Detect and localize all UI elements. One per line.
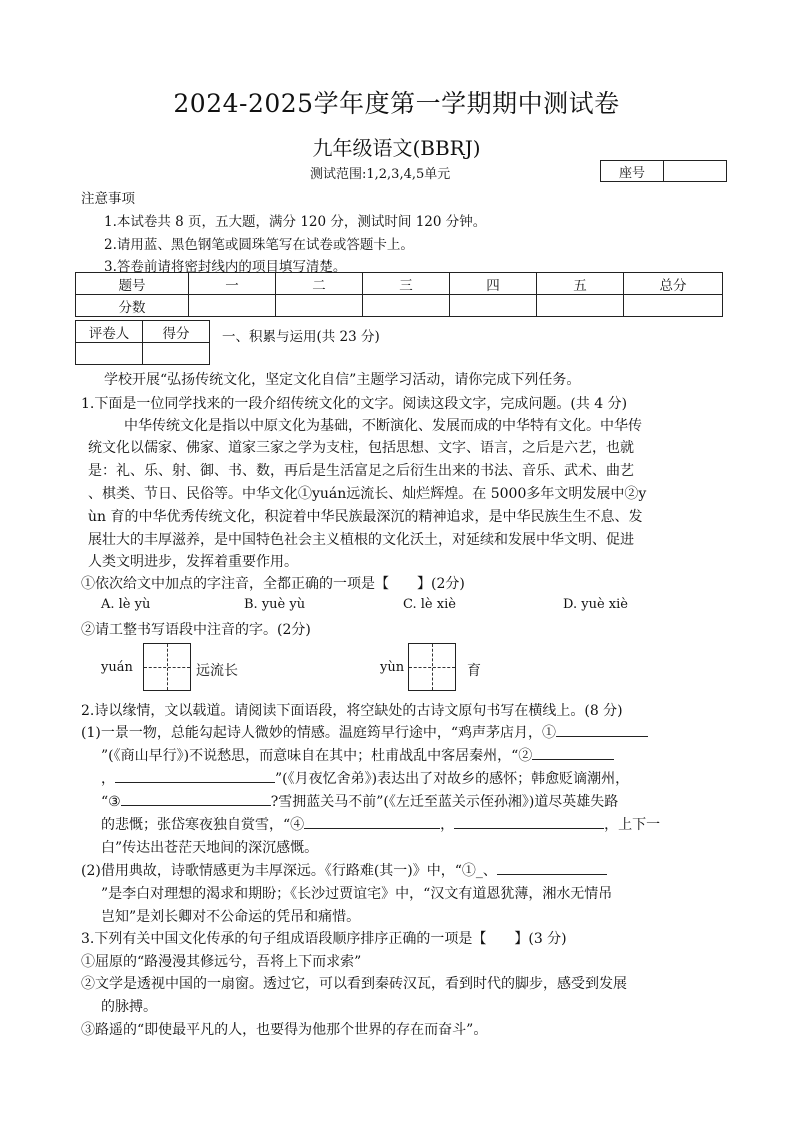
seat-number-field[interactable] [664, 161, 727, 182]
test-scope: 测试范围:1,2,3,4,5单元 [310, 167, 451, 182]
question-2-stem: 2.诗以缘情，文以载道。请阅读下面语段，将空缺处的古诗文原句书写在横线上。(8 分) [81, 703, 623, 719]
poem-text: ”是李白对理想的渴求和期盼；《长沙过贾谊宅》中，“汉文有道恩犹薄，湘水无情吊 [101, 886, 613, 902]
exam-subtitle: 九年级语文(BBRJ) [312, 136, 481, 160]
score-cell[interactable] [189, 295, 276, 317]
notes-item: 3.答卷前请将密封线内的项目填写清楚。 [104, 259, 347, 275]
grid-suffix-text: 育 [467, 663, 481, 679]
question-1-sub2: ②请工整书写语段中注音的字。(2分) [81, 622, 311, 638]
score-table-score-row [76, 295, 723, 317]
poem-text: ?雪拥蓝关马不前”(《左迁至蓝关示侄孙湘》)道尽英雄失路 [270, 794, 619, 810]
poem-text: ，上下一 [604, 817, 661, 833]
grade-field[interactable] [143, 343, 210, 365]
sentence-item: ③路遥的“即使最平凡的人，也要得为他那个世界的存在而奋斗”。 [81, 1022, 488, 1038]
poem-paragraph-line [101, 814, 660, 834]
answer-blank[interactable] [304, 814, 440, 829]
seat-number-box [600, 160, 727, 182]
poem-text: ， [440, 817, 455, 833]
seat-label: 座号 [601, 161, 664, 182]
notes-item: 1.本试卷共 8 页，五大题，满分 120 分，测试时间 120 分钟。 [104, 214, 487, 230]
poem-text: ”(《商山早行》)不说愁思，而意味自在其中；杜甫战乱中客居秦州，“② [101, 748, 533, 764]
poem-paragraph-line [101, 745, 614, 765]
poem-text: “③ [101, 794, 121, 810]
exam-title: 2024-2025学年度第一学期期中测试卷 [173, 89, 620, 118]
sentence-item: ②文学是透视中国的一扇窗。透过它，可以看到秦砖汉瓦，看到时代的脚步，感受到发展 [81, 976, 627, 992]
grader-table [75, 320, 210, 365]
score-header-cell: 总分 [624, 273, 723, 295]
score-cell[interactable] [450, 295, 537, 317]
poem-paragraph-line [81, 722, 648, 742]
option-b[interactable]: B. yuè yù [244, 597, 306, 612]
passage-line: ùn 育的中华优秀传统文化，积淀着中华民族最深沉的精神追求，是中华民族生生不息、发 [88, 509, 643, 525]
answer-blank[interactable] [454, 814, 604, 829]
answer-blank[interactable] [532, 745, 614, 760]
section-intro: 学校开展“弘扬传统文化，坚定文化自信”主题学习活动，请你完成下列任务。 [104, 372, 581, 388]
question-1-sub1: ①依次给文中加点的字注音，全都正确的一项是【 】(2分) [81, 576, 465, 592]
poem-text: 的悲慨；张岱寒夜独自赏雪，“④ [101, 817, 305, 833]
grid-suffix-text: 远流长 [196, 663, 238, 679]
pinyin-label: yùn [380, 660, 405, 675]
poem-text: (1)一景一物，总能勾起诗人微妙的情感。温庭筠早行途中，“鸡声茅店月，① [81, 725, 556, 741]
writing-grid-box[interactable] [143, 643, 191, 691]
score-cell[interactable] [624, 295, 723, 317]
section-heading: 一、积累与运用(共 23 分) [222, 329, 380, 345]
grader-field[interactable] [76, 343, 143, 365]
passage-line: 中华传统文化是指以中原文化为基础，不断演化、发展而成的中华特有文化。中华传 [124, 418, 642, 434]
option-a[interactable]: A. lè yù [101, 597, 151, 612]
score-header-cell: 五 [537, 273, 624, 295]
score-cell[interactable] [537, 295, 624, 317]
score-header-cell: 三 [363, 273, 450, 295]
writing-grid-box[interactable] [408, 643, 456, 691]
option-d[interactable]: D. yuè xiè [563, 597, 628, 612]
passage-line: 统文化以儒家、佛家、道家三家之学为支柱，包括思想、文字、语言，之后是六艺，也就 [88, 440, 634, 456]
grader-label: 评卷人 [76, 321, 143, 343]
sentence-item: 的脉搏。 [101, 999, 157, 1015]
grade-label: 得分 [143, 321, 210, 343]
answer-blank[interactable] [497, 860, 607, 875]
score-table-header-row [76, 273, 723, 295]
score-table [75, 272, 723, 317]
poem-paragraph-line [101, 768, 629, 788]
option-c[interactable]: C. lè xiè [403, 597, 456, 612]
score-cell[interactable] [276, 295, 363, 317]
notes-heading: 注意事项 [81, 191, 135, 207]
poem-text: (2)借用典故，诗歌情感更为丰厚深远。《行路难(其一)》中，“①_、 [81, 863, 497, 879]
passage-line: 人类文明进步，发挥着重要作用。 [88, 554, 298, 570]
score-header-cell: 题号 [76, 273, 189, 295]
sentence-item: ①屈原的“路漫漫其修远兮，吾将上下而求索” [81, 954, 362, 970]
poem-paragraph-line [81, 860, 607, 880]
passage-line: 是：礼、乐、射、御、书、数，再后是生活富足之后衍生出来的书法、音乐、武术、曲艺 [88, 463, 634, 479]
score-header-cell: 二 [276, 273, 363, 295]
pinyin-label: yuán [101, 660, 133, 675]
poem-paragraph-line [101, 791, 618, 811]
passage-line: 展壮大的丰厚滋养，是中国特色社会主义植根的文化沃土，对延续和发展中华文明、促进 [88, 532, 634, 548]
poem-text: 岂知”是刘长卿对不公命运的凭吊和痛惜。 [101, 909, 361, 925]
poem-text: ”(《月夜忆舍弟》)表达出了对故乡的感怀；韩愈贬谪潮州， [275, 771, 630, 787]
passage-line: 、棋类、节日、民俗等。中华文化①yuán远流长、灿烂辉煌。在 5000多年文明发展中②y [88, 486, 647, 502]
answer-blank[interactable] [115, 768, 275, 783]
answer-blank[interactable] [121, 791, 271, 806]
score-row-label: 分数 [76, 295, 189, 317]
question-1-stem: 1.下面是一位同学找来的一段介绍传统文化的文字。阅读这段文字，完成问题。(共 4 分) [81, 396, 628, 412]
answer-blank[interactable] [556, 722, 648, 737]
question-3-stem: 3.下列有关中国文化传承的句子组成语段顺序排序正确的一项是【 】(3 分) [81, 931, 567, 947]
notes-item: 2.请用蓝、黑色钢笔或圆珠笔写在试卷或答题卡上。 [104, 237, 414, 253]
poem-text: 白”传达出苍茫天地间的深沉感慨。 [101, 840, 319, 856]
score-header-cell: 四 [450, 273, 537, 295]
score-cell[interactable] [363, 295, 450, 317]
poem-text: ， [101, 771, 115, 787]
score-header-cell: 一 [189, 273, 276, 295]
